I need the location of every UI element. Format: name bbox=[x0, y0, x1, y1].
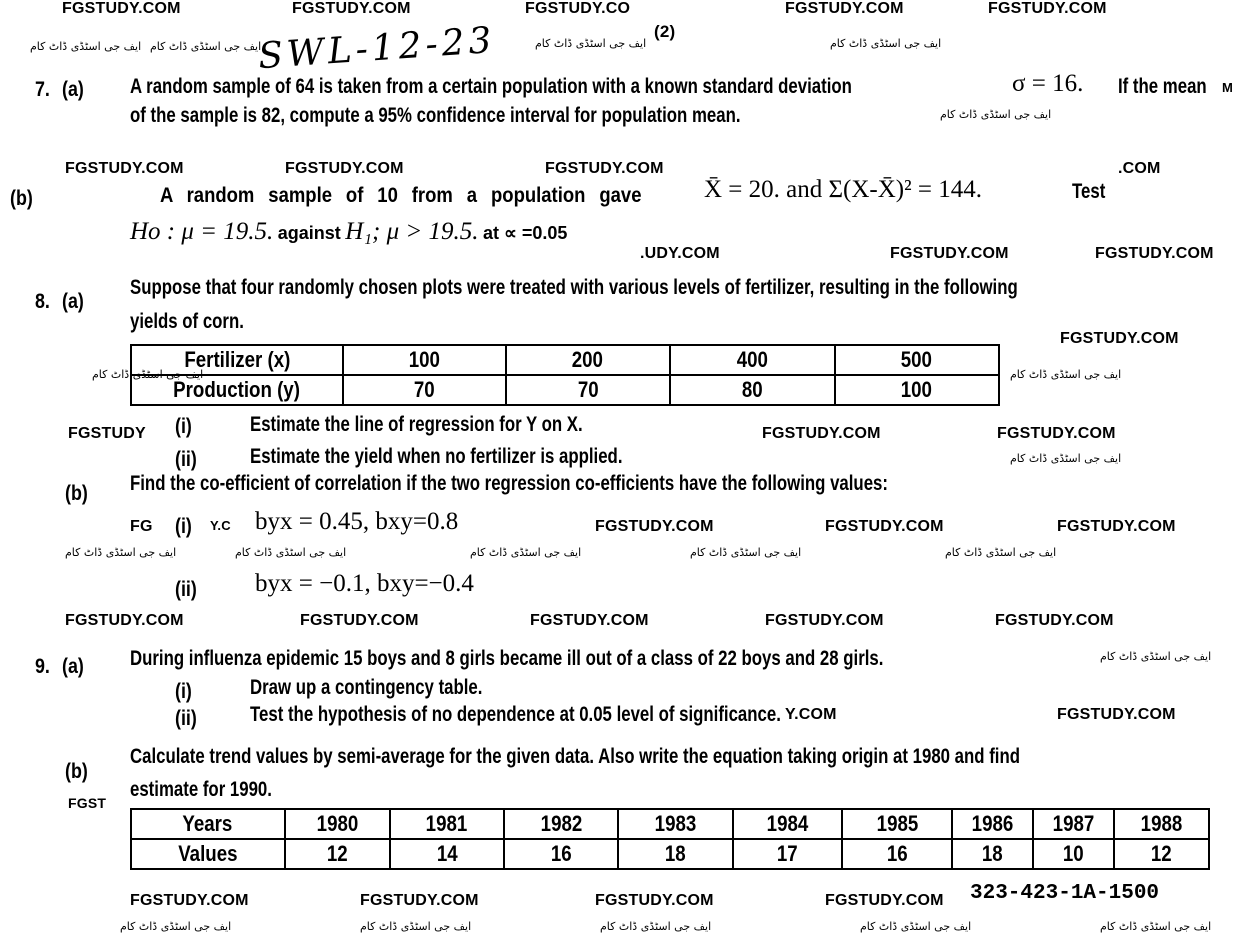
table-cell bbox=[1033, 839, 1114, 869]
urdu-watermark: ایف جی اسٹڈی ڈاٹ کام bbox=[92, 368, 204, 381]
cell-text: 1982 bbox=[540, 811, 582, 836]
question-number: 8. bbox=[35, 290, 50, 313]
table-cell bbox=[733, 839, 843, 869]
cell-text: Years bbox=[182, 811, 233, 836]
part-label: (b) bbox=[65, 482, 88, 505]
cell-text: 14 bbox=[436, 841, 458, 866]
watermark: Y.C bbox=[210, 518, 231, 533]
cell-text: 400 bbox=[736, 347, 768, 372]
watermark: FGSTUDY.COM bbox=[825, 892, 944, 909]
watermark: FGSTUDY.COM bbox=[300, 612, 419, 629]
watermark: FGSTUDY.COM bbox=[762, 425, 881, 442]
watermark: FGSTUDY bbox=[68, 425, 146, 442]
table-row bbox=[131, 809, 1209, 839]
table-cell bbox=[504, 809, 618, 839]
table-cell bbox=[842, 809, 952, 839]
q9b-text-1: Calculate trend values by semi-average for the given data. Also write the equation taking origin at 1980 and find bbox=[130, 745, 1020, 768]
q8b-ii-formula: byx = −0.1, bxy=−0.4 bbox=[255, 570, 474, 597]
table-cell bbox=[390, 839, 504, 869]
part-label: (b) bbox=[10, 187, 33, 210]
cell-text: 1986 bbox=[971, 811, 1014, 836]
watermark: FGSTUDY.COM bbox=[825, 518, 944, 535]
urdu-watermark: ایف جی اسٹڈی ڈاٹ کام bbox=[470, 546, 582, 559]
cell-text: 1985 bbox=[876, 811, 919, 836]
row-header-cell bbox=[131, 375, 343, 405]
q8a-text-1: Suppose that four randomly chosen plots were treated with various levels of fertilizer, resulting in the following bbox=[130, 276, 1018, 299]
table-cell bbox=[670, 345, 834, 375]
table-cell bbox=[670, 375, 834, 405]
urdu-watermark: ایف جی اسٹڈی ڈاٹ کام bbox=[1100, 920, 1212, 933]
watermark: FGSTUDY.COM bbox=[1060, 330, 1179, 347]
watermark: FGSTUDY.CO bbox=[525, 0, 631, 17]
cell-text: Values bbox=[178, 841, 238, 866]
q9a-text: During influenza epidemic 15 boys and 8 girls became ill out of a class of 22 boys and 28 girls. bbox=[130, 647, 884, 670]
table-cell bbox=[835, 345, 1000, 375]
cell-text: 70 bbox=[413, 377, 435, 402]
urdu-watermark: ایف جی اسٹڈی ڈاٹ کام bbox=[1100, 650, 1212, 663]
q9a-ii-text: Test the hypothesis of no dependence at 0.05 level of significance. bbox=[250, 703, 781, 726]
part-label: (a) bbox=[62, 655, 84, 678]
cell-text: 200 bbox=[572, 347, 604, 372]
q7b-line bbox=[160, 184, 707, 208]
h0: Ho : μ = 19.5. bbox=[130, 218, 274, 245]
sigma-formula: σ = 16. bbox=[1012, 70, 1084, 97]
handwritten-code: SWL-12-23 bbox=[256, 19, 497, 78]
question-number: 7. bbox=[35, 78, 50, 101]
watermark: FGSTUDY.COM bbox=[285, 160, 404, 177]
watermark: FGSTUDY.COM bbox=[765, 612, 884, 629]
fertilizer-table bbox=[130, 344, 1000, 406]
cell-text: 18 bbox=[982, 841, 1003, 866]
urdu-watermark: ایف جی اسٹڈی ڈاٹ کام bbox=[940, 108, 1052, 121]
urdu-watermark: ایف جی اسٹڈی ڈاٹ کام bbox=[860, 920, 972, 933]
watermark: FGSTUDY.COM bbox=[997, 425, 1116, 442]
table-cell bbox=[390, 809, 504, 839]
watermark: FGSTUDY.COM bbox=[988, 0, 1107, 17]
urdu-watermark: ایف جی اسٹڈی ڈاٹ کام bbox=[360, 920, 472, 933]
watermark: FGSTUDY.COM bbox=[65, 160, 184, 177]
cell-text: 12 bbox=[1150, 841, 1172, 866]
row-header-cell bbox=[131, 345, 343, 375]
table-cell bbox=[1033, 809, 1114, 839]
watermark: FGST bbox=[68, 795, 107, 811]
cell-text: 1980 bbox=[316, 811, 358, 836]
table-cell bbox=[343, 345, 506, 375]
cell-text: 16 bbox=[550, 841, 572, 866]
watermark: FGSTUDY.COM bbox=[65, 612, 184, 629]
table-cell bbox=[504, 839, 618, 869]
cell-text: 17 bbox=[777, 841, 799, 866]
watermark: FGSTUDY.COM bbox=[785, 0, 904, 17]
q7a-text-2: of the sample is 82, compute a 95% confidence interval for population mean. bbox=[130, 104, 741, 127]
urdu-watermark: ایف جی اسٹڈی ڈاٹ کام bbox=[1010, 452, 1122, 465]
watermark: FGSTUDY.COM bbox=[62, 0, 181, 17]
cell-text: Production (y) bbox=[173, 377, 301, 402]
cell-text: 500 bbox=[901, 347, 933, 372]
part-label: (b) bbox=[65, 760, 88, 783]
table-cell bbox=[952, 839, 1033, 869]
sub-label: (i) bbox=[175, 415, 192, 438]
cell-text: 16 bbox=[886, 841, 908, 866]
table-row bbox=[131, 375, 999, 405]
urdu-watermark: ایف جی اسٹڈی ڈاٹ کام bbox=[120, 920, 232, 933]
watermark: FGSTUDY.COM bbox=[995, 612, 1114, 629]
q7b-text: A random sample of 10 from a population gave bbox=[160, 184, 642, 207]
table-row bbox=[131, 345, 999, 375]
cell-text: 100 bbox=[901, 377, 933, 402]
urdu-watermark: ایف جی اسٹڈی ڈاٹ کام bbox=[830, 37, 942, 50]
table-cell bbox=[285, 809, 390, 839]
q9a-i-text: Draw up a contingency table. bbox=[250, 676, 483, 699]
urdu-watermark: ایف جی اسٹڈی ڈاٹ کام bbox=[535, 37, 647, 50]
watermark: FGSTUDY.COM bbox=[1095, 245, 1214, 262]
q8b-text: Find the co-efficient of correlation if the two regression co-efficients have the following values: bbox=[130, 472, 888, 495]
cell-text: Fertilizer (x) bbox=[184, 347, 291, 372]
row-header-cell bbox=[131, 809, 285, 839]
watermark: FG bbox=[130, 518, 153, 535]
page-number: (2) bbox=[654, 22, 676, 41]
table-cell bbox=[618, 839, 732, 869]
watermark: FGSTUDY.COM bbox=[545, 160, 664, 177]
watermark: FGSTUDY.COM bbox=[360, 892, 479, 909]
urdu-watermark: ایف جی اسٹڈی ڈاٹ کام bbox=[690, 546, 802, 559]
cell-text: 10 bbox=[1062, 841, 1084, 866]
cell-text: 1987 bbox=[1052, 811, 1095, 836]
watermark: FGSTUDY.COM bbox=[595, 892, 714, 909]
sub-label: (ii) bbox=[175, 578, 197, 601]
h1: H₁; μ > 19.5. bbox=[345, 218, 479, 245]
watermark: FGSTUDY.COM bbox=[530, 612, 649, 629]
question-number: 9. bbox=[35, 655, 50, 678]
table-cell bbox=[506, 345, 670, 375]
table-cell bbox=[733, 809, 843, 839]
q9b-text-2: estimate for 1990. bbox=[130, 778, 272, 801]
part-label: (a) bbox=[62, 290, 84, 313]
cell-text: 1988 bbox=[1140, 811, 1183, 836]
q8b-i-formula: byx = 0.45, bxy=0.8 bbox=[255, 508, 459, 535]
urdu-watermark: ایف جی اسٹڈی ڈاٹ کام bbox=[235, 546, 347, 559]
q8a-text-2: yields of corn. bbox=[130, 310, 244, 333]
paper-code: 323-423-1A-1500 bbox=[970, 882, 1160, 905]
urdu-watermark: ایف جی اسٹڈی ڈاٹ کام bbox=[150, 40, 262, 53]
table-cell bbox=[343, 375, 506, 405]
watermark: .COM bbox=[1118, 160, 1161, 177]
q7a-text-end: If the mean bbox=[1118, 75, 1207, 98]
cell-text: 12 bbox=[326, 841, 348, 866]
watermark: FGSTUDY.COM bbox=[595, 518, 714, 535]
urdu-watermark: ایف جی اسٹڈی ڈاٹ کام bbox=[30, 40, 142, 53]
q8a-ii-text: Estimate the yield when no fertilizer is applied. bbox=[250, 445, 623, 468]
row-header-cell bbox=[131, 839, 285, 869]
q7b-formula: X̄ = 20. and Σ(X-X̄)² = 144. bbox=[704, 176, 982, 203]
cell-text: 100 bbox=[408, 347, 440, 372]
q7a-text: A random sample of 64 is taken from a certain population with a known standard deviation bbox=[130, 75, 852, 98]
watermark: .UDY.COM bbox=[640, 245, 720, 262]
table-cell bbox=[952, 809, 1033, 839]
urdu-watermark: ایف جی اسٹڈی ڈاٹ کام bbox=[65, 546, 177, 559]
watermark: FGSTUDY.COM bbox=[130, 892, 249, 909]
table-cell bbox=[506, 375, 670, 405]
table-cell bbox=[835, 375, 1000, 405]
watermark: FGSTUDY.COM bbox=[292, 0, 411, 17]
sub-label: (i) bbox=[175, 680, 192, 703]
cell-text: 18 bbox=[665, 841, 687, 866]
q7a-line-1 bbox=[130, 75, 1032, 99]
sub-label: (i) bbox=[175, 515, 192, 538]
urdu-watermark: ایف جی اسٹڈی ڈاٹ کام bbox=[1010, 368, 1122, 381]
table-cell bbox=[1114, 839, 1209, 869]
q7b-test: Test bbox=[1072, 180, 1106, 203]
sub-label: (ii) bbox=[175, 448, 197, 471]
cell-text: 1983 bbox=[654, 811, 697, 836]
trend-table bbox=[130, 808, 1210, 870]
alpha: at ∝ =0.05 bbox=[482, 223, 568, 243]
watermark: M bbox=[1222, 80, 1234, 95]
cell-text: 1984 bbox=[766, 811, 809, 836]
cell-text: 70 bbox=[577, 377, 599, 402]
table-cell bbox=[1114, 809, 1209, 839]
sub-label: (ii) bbox=[175, 707, 197, 730]
watermark: FGSTUDY.COM bbox=[1057, 518, 1176, 535]
table-cell bbox=[842, 839, 952, 869]
table-cell bbox=[618, 809, 732, 839]
urdu-watermark: ایف جی اسٹڈی ڈاٹ کام bbox=[945, 546, 1057, 559]
urdu-watermark: ایف جی اسٹڈی ڈاٹ کام bbox=[600, 920, 712, 933]
cell-text: 1981 bbox=[425, 811, 468, 836]
against: against bbox=[277, 223, 341, 243]
part-label: (a) bbox=[62, 78, 84, 101]
watermark: FGSTUDY.COM bbox=[890, 245, 1009, 262]
cell-text: 80 bbox=[741, 377, 763, 402]
hypothesis-line bbox=[130, 218, 567, 246]
q8a-i-text: Estimate the line of regression for Y on X. bbox=[250, 413, 583, 436]
table-row bbox=[131, 839, 1209, 869]
table-cell bbox=[285, 839, 390, 869]
watermark: FGSTUDY.COM bbox=[1057, 706, 1176, 723]
watermark: Y.COM bbox=[785, 706, 837, 723]
